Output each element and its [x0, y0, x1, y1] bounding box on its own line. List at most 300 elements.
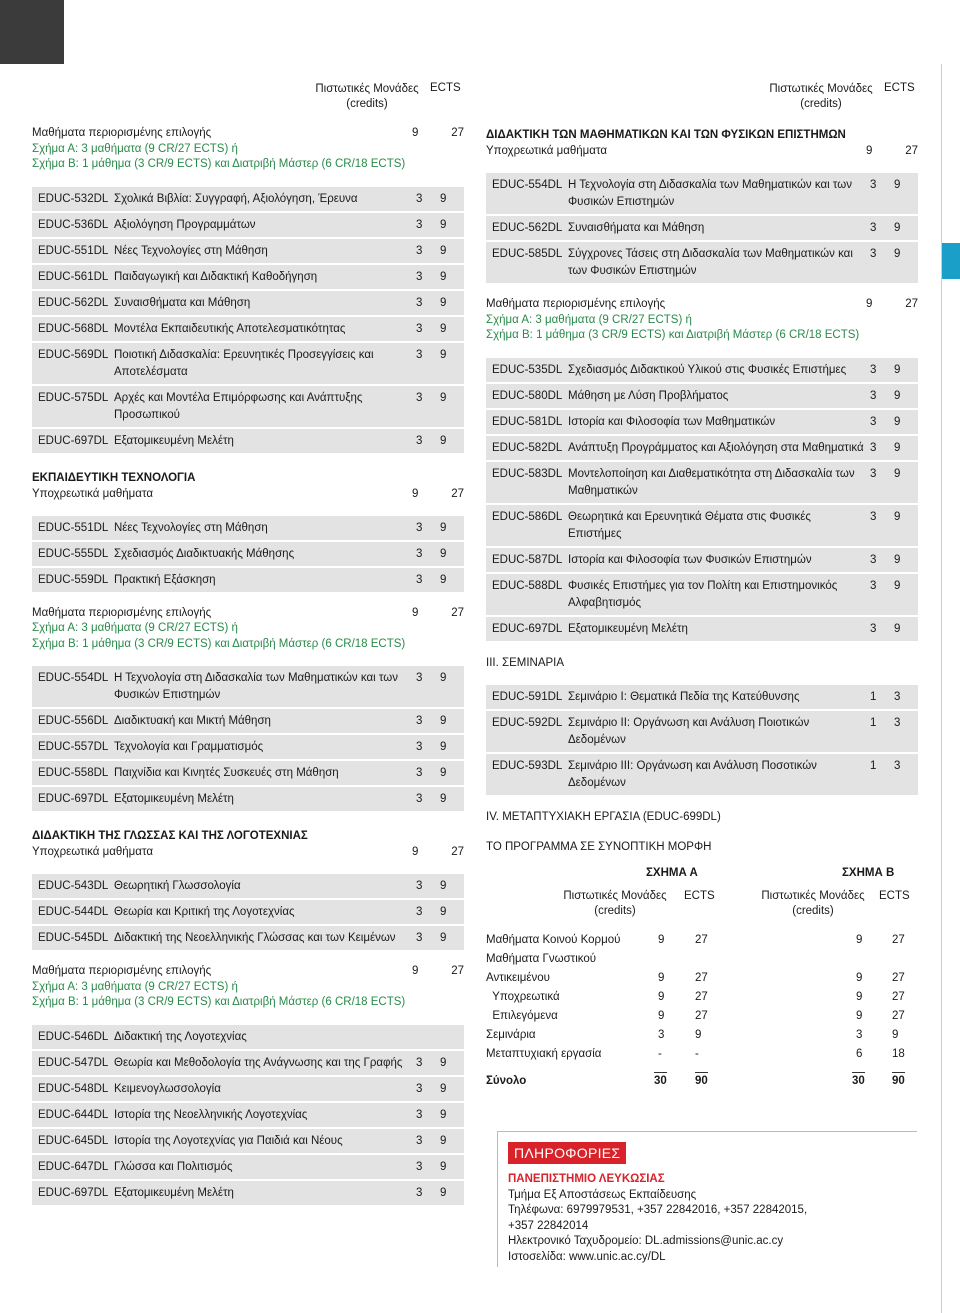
course-ects: 9 [440, 786, 464, 812]
course-title: Εξατομικευμένη Μελέτη [114, 428, 416, 454]
summary-a-ects: 27 [695, 971, 708, 984]
section-title: ΔΙΔΑΚΤΙΚΗ ΤΩΝ ΜΑΘΗΜΑΤΙΚΩΝ ΚΑΙ ΤΩΝ ΦΥΣΙΚΩΝ ΕΠΙΣΤΗΜΩΝ [486, 129, 846, 141]
required-cr: 9 [412, 846, 419, 858]
info-body [508, 1172, 807, 1265]
summary-a-ects: 27 [695, 933, 708, 946]
course-row [32, 1154, 464, 1180]
elective-cr: 9 [412, 965, 419, 977]
summary-b-ects: 27 [892, 971, 905, 984]
course-code: EDUC-545DL [32, 925, 114, 951]
summary-b-cr: 3 [856, 1028, 863, 1041]
course-title: Ποιοτική Διδασκαλία: Ερευνητικές Προσεγγίσεις και Αποτελέσματα [114, 342, 416, 385]
course-row [32, 428, 464, 454]
course-code: EDUC-554DL [32, 666, 114, 708]
course-code: EDUC-559DL [32, 567, 114, 593]
course-ects: 9 [440, 734, 464, 760]
section-title: ΔΙΔΑΚΤΙΚΗ ΤΗΣ ΓΛΩΣΣΑΣ ΚΑΙ ΤΗΣ ΛΟΓΟΤΕΧΝΙΑΣ [32, 830, 308, 842]
summary-b-cr: 9 [856, 990, 863, 1003]
summary-a-ects: - [695, 1047, 699, 1060]
course-ects: 9 [440, 925, 464, 951]
course-credits: 3 [416, 666, 440, 708]
course-code: EDUC-647DL [32, 1154, 114, 1180]
course-credits: 3 [416, 874, 440, 899]
course-row [32, 238, 464, 264]
course-code: EDUC-697DL [32, 1180, 114, 1206]
course-table [32, 187, 464, 455]
course-row [32, 385, 464, 428]
thesis-heading: IV. ΜΕΤΑΠΤΥΧΙΑΚΗ ΕΡΓΑΣΙΑ (EDUC-699DL) [486, 810, 721, 823]
summary-heading: ΤΟ ΠΡΟΓΡΑΜΜΑ ΣΕ ΣΥΝΟΠΤΙΚΗ ΜΟΡΦΗ [486, 840, 712, 853]
website-line[interactable]: Ιστοσελίδα: www.unic.ac.cy/DL [508, 1250, 666, 1263]
elective-ects: 27 [451, 606, 464, 619]
course-row [32, 342, 464, 385]
summary-b-cr: 9 [856, 933, 863, 946]
option-b: Σχήμα Β: 1 μάθημα (3 CR/9 ECTS) και Διατριβή Μάστερ (6 CR/18 ECTS) [32, 158, 406, 170]
elective-cr: 9 [412, 127, 419, 139]
course-code: EDUC-547DL [32, 1050, 114, 1076]
course-code: EDUC-556DL [32, 708, 114, 734]
course-title: Σεμινάριο ΙΙ: Οργάνωση και Ανάλυση Ποιοτικών Δεδομένων [568, 710, 870, 753]
course-code: EDUC-557DL [32, 734, 114, 760]
course-ects: 9 [894, 573, 918, 616]
course-title: Ιστορία της Λογοτεχνίας για Παιδιά και Νέους [114, 1128, 416, 1154]
course-credits: 3 [416, 567, 440, 593]
course-ects: 9 [440, 238, 464, 264]
course-credits: 3 [870, 358, 894, 383]
summary-label: Μαθήματα Κοινού Κορμού [486, 933, 621, 946]
side-tab[interactable] [942, 243, 960, 279]
course-ects: 9 [440, 385, 464, 428]
corner-block [0, 0, 64, 64]
option-a: Σχήμα Α: 3 μαθήματα (9 CR/27 ECTS) ή [32, 980, 238, 993]
total-a-ects: 90 [695, 1072, 708, 1090]
course-credits: 3 [416, 342, 440, 385]
course-credits: 3 [416, 1102, 440, 1128]
summary-row [486, 969, 918, 988]
summary-row [486, 931, 918, 950]
course-table [486, 173, 918, 285]
elective-block [32, 964, 464, 1011]
email-line[interactable]: Ηλεκτρονικό Ταχυδρομείο: DL.admissions@unic.ac.cy [508, 1235, 784, 1247]
course-title: Μάθηση με Λύση Προβλήματος [568, 383, 870, 409]
course-ects: 9 [894, 409, 918, 435]
summary-a-cr: - [658, 1047, 662, 1060]
info-tag: ΠΛΗΡΟΦΟΡΙΕΣ [508, 1142, 626, 1164]
course-ects: 9 [440, 187, 464, 212]
course-code: EDUC-544DL [32, 899, 114, 925]
ects-label: ECTS [884, 82, 915, 94]
course-row [32, 1025, 464, 1050]
right-column [486, 80, 918, 1091]
required-ects: 27 [451, 846, 464, 858]
elective-cr: 9 [412, 606, 419, 619]
column-header [486, 80, 918, 116]
elective-ects: 27 [451, 127, 464, 139]
course-title: Πρακτική Εξάσκηση [114, 567, 416, 593]
summary-label: Επιλεγόμενα [486, 1009, 558, 1022]
course-title: Εξατομικευμένη Μελέτη [114, 786, 416, 812]
summary-a-ects: 9 [695, 1028, 702, 1041]
course-ects: 9 [894, 504, 918, 547]
course-row [32, 925, 464, 951]
course-ects: 9 [440, 342, 464, 385]
credits-label: Πιστωτικές Μονάδες [769, 83, 873, 95]
course-code: EDUC-561DL [32, 264, 114, 290]
summary-a-ects: 27 [695, 990, 708, 1003]
column-header [32, 80, 464, 116]
course-title: Αξιολόγηση Προγραμμάτων [114, 212, 416, 238]
course-title: Διαδικτυακή και Μικτή Μάθηση [114, 708, 416, 734]
course-row [32, 708, 464, 734]
elective-ects: 27 [905, 298, 918, 310]
course-code: EDUC-562DL [32, 290, 114, 316]
course-code: EDUC-551DL [32, 238, 114, 264]
option-a: Σχήμα Α: 3 μαθήματα (9 CR/27 ECTS) ή [32, 142, 238, 155]
course-code: EDUC-586DL [486, 504, 568, 547]
course-row [486, 504, 918, 547]
course-ects: 9 [440, 1180, 464, 1206]
course-title: Νέες Τεχνολογίες στη Μάθηση [114, 516, 416, 541]
course-ects: 9 [440, 760, 464, 786]
course-code: EDUC-588DL [486, 573, 568, 616]
course-title: Διδακτική της Λογοτεχνίας [114, 1025, 416, 1050]
course-ects: 9 [894, 435, 918, 461]
total-b-cr: 30 [852, 1072, 865, 1090]
course-ects: 9 [440, 1128, 464, 1154]
credits-sub: (credits) [346, 98, 388, 110]
course-credits: 3 [416, 1180, 440, 1206]
course-title: Μοντελοποίηση και Διαθεματικότητα στη Διδασκαλία των Μαθηματικών [568, 461, 870, 504]
summary-label: Σεμινάρια [486, 1028, 536, 1041]
summary-a-cr: 9 [658, 971, 665, 984]
course-code: EDUC-543DL [32, 874, 114, 899]
course-credits: 3 [870, 215, 894, 241]
summary-a-cr: 9 [658, 990, 665, 1003]
summary-row [486, 988, 918, 1007]
course-title: Σχολικά Βιβλία: Συγγραφή, Αξιολόγηση, Έρευνα [114, 187, 416, 212]
course-credits: 3 [870, 547, 894, 573]
course-code: EDUC-592DL [486, 710, 568, 753]
course-ects: 9 [440, 1154, 464, 1180]
course-table [32, 666, 464, 813]
summary-row [486, 950, 918, 969]
course-row [486, 358, 918, 383]
course-row [486, 685, 918, 710]
course-ects: 9 [440, 212, 464, 238]
course-row [32, 264, 464, 290]
course-code: EDUC-591DL [486, 685, 568, 710]
summary-rows [486, 931, 918, 1064]
summary-row [486, 1007, 918, 1026]
course-code: EDUC-575DL [32, 385, 114, 428]
required-label: Υποχρεωτικά μαθήματα [32, 846, 153, 858]
course-ects: 9 [894, 383, 918, 409]
course-credits: 3 [870, 504, 894, 547]
summary-b-cr: 6 [856, 1047, 863, 1060]
required-ects: 27 [451, 487, 464, 500]
course-credits: 3 [416, 316, 440, 342]
course-title: Ιστορία και Φιλοσοφία των Μαθηματικών [568, 409, 870, 435]
summary-total-row [486, 1072, 918, 1091]
course-ects: 3 [894, 685, 918, 710]
option-a: Σχήμα Α: 3 μαθήματα (9 CR/27 ECTS) ή [486, 313, 692, 326]
summary-b-ects: 18 [892, 1047, 905, 1060]
course-title: Θεωρία και Κριτική της Λογοτεχνίας [114, 899, 416, 925]
course-row [486, 409, 918, 435]
course-code: EDUC-568DL [32, 316, 114, 342]
course-credits [416, 1025, 440, 1050]
course-row [486, 753, 918, 796]
course-title: Τεχνολογία και Γραμματισμός [114, 734, 416, 760]
course-row [32, 760, 464, 786]
course-ects: 9 [894, 241, 918, 284]
seminar-table [486, 685, 918, 797]
course-title: Σχεδιασμός Διδακτικού Υλικού στις Φυσικές Επιστήμες [568, 358, 870, 383]
course-ects: 9 [440, 708, 464, 734]
course-code: EDUC-558DL [32, 760, 114, 786]
course-code: EDUC-551DL [32, 516, 114, 541]
summary-b-cr: 9 [856, 971, 863, 984]
course-row [32, 1076, 464, 1102]
course-code: EDUC-562DL [486, 215, 568, 241]
course-credits: 3 [416, 541, 440, 567]
course-code: EDUC-645DL [32, 1128, 114, 1154]
course-ects: 9 [440, 264, 464, 290]
course-title: Ανάπτυξη Προγράμματος και Αξιολόγηση στα Μαθηματικά [568, 435, 870, 461]
course-code: EDUC-532DL [32, 187, 114, 212]
course-title: Θεωρητικά και Ερευνητικά Θέματα στις Φυσικές Επιστήμες [568, 504, 870, 547]
elective-title: Μαθήματα περιορισμένης επιλογής [32, 606, 212, 619]
course-row [486, 573, 918, 616]
course-title: Θεωρία και Μεθοδολογία της Ανάγνωσης και της Γραφής [114, 1050, 416, 1076]
course-code: EDUC-697DL [32, 786, 114, 812]
course-ects: 9 [440, 899, 464, 925]
course-row [486, 461, 918, 504]
summary-a-cr: 3 [658, 1028, 665, 1041]
course-table [32, 874, 464, 952]
course-title: Κειμενογλωσσολογία [114, 1076, 416, 1102]
required-ects: 27 [905, 145, 918, 157]
course-credits: 3 [870, 616, 894, 642]
course-ects: 9 [894, 616, 918, 642]
scheme-a-credits: Πιστωτικές Μονάδες (credits) [563, 889, 667, 917]
scheme-a-label: ΣΧΗΜΑ Α [646, 866, 698, 879]
course-row [32, 316, 464, 342]
course-title: Γλώσσα και Πολιτισμός [114, 1154, 416, 1180]
course-credits: 3 [870, 461, 894, 504]
option-a: Σχήμα Α: 3 μαθήματα (9 CR/27 ECTS) ή [32, 622, 238, 634]
option-b: Σχήμα Β: 1 μάθημα (3 CR/9 ECTS) και Διατριβή Μάστερ (6 CR/18 ECTS) [32, 996, 406, 1008]
course-row [486, 710, 918, 753]
course-credits: 3 [416, 290, 440, 316]
course-ects [440, 1025, 464, 1050]
course-credits: 3 [870, 435, 894, 461]
course-code: EDUC-697DL [32, 428, 114, 454]
course-code: EDUC-583DL [486, 461, 568, 504]
course-ects: 9 [440, 1050, 464, 1076]
course-row [486, 547, 918, 573]
required-cr: 9 [866, 145, 873, 157]
course-credits: 3 [416, 1076, 440, 1102]
course-title: Η Τεχνολογία στη Διδασκαλία των Μαθηματικών και των Φυσικών Επιστημών [114, 666, 416, 708]
elective-ects: 27 [451, 965, 464, 977]
course-title: Σχεδιασμός Διαδικτυακής Μάθησης [114, 541, 416, 567]
summary-label: Μαθήματα Γνωστικού [486, 952, 597, 965]
course-credits: 3 [416, 899, 440, 925]
university-name: ΠΑΝΕΠΙΣΤΗΜΙΟ ΛΕΥΚΩΣΙΑΣ [508, 1173, 665, 1185]
course-title: Νέες Τεχνολογίες στη Μάθηση [114, 238, 416, 264]
course-title: Ιστορία και Φιλοσοφία των Φυσικών Επιστημών [568, 547, 870, 573]
course-row [32, 1180, 464, 1206]
department: Τμήμα Εξ Αποστάσεως Εκπαίδευσης [508, 1188, 697, 1201]
course-code: EDUC-555DL [32, 541, 114, 567]
course-credits: 3 [416, 786, 440, 812]
phone-line-1: Τηλέφωνα: 6979979531, +357 22842016, +357 22842015, [508, 1204, 808, 1216]
elective-title: Μαθήματα περιορισμένης επιλογής [32, 965, 212, 977]
course-ects: 9 [440, 666, 464, 708]
option-b: Σχήμα Β: 1 μάθημα (3 CR/9 ECTS) και Διατριβή Μάστερ (6 CR/18 ECTS) [32, 637, 406, 650]
summary-b-ects: 9 [892, 1028, 899, 1041]
course-row [32, 786, 464, 812]
scheme-a-ects: ECTS [684, 889, 715, 902]
course-title: Αρχές και Μοντέλα Επιμόρφωσης και Ανάπτυξης Προσωπικού [114, 385, 416, 428]
course-row [32, 734, 464, 760]
course-title: Παιδαγωγική και Διδακτική Καθοδήγηση [114, 264, 416, 290]
course-credits: 1 [870, 685, 894, 710]
summary-b-ects: 27 [892, 990, 905, 1003]
course-title: Συναισθήματα και Μάθηση [568, 215, 870, 241]
required-cr: 9 [412, 487, 419, 500]
course-ects: 9 [440, 1076, 464, 1102]
course-row [486, 173, 918, 215]
course-ects: 9 [440, 1102, 464, 1128]
credits-sub: (credits) [800, 98, 842, 110]
info-box [497, 1131, 917, 1267]
course-ects: 9 [894, 547, 918, 573]
scheme-b-credits: Πιστωτικές Μονάδες (credits) [761, 889, 865, 917]
course-code: EDUC-587DL [486, 547, 568, 573]
left-column [32, 80, 464, 1219]
total-a-cr: 30 [654, 1072, 667, 1090]
course-code: EDUC-554DL [486, 173, 568, 215]
course-ects: 9 [894, 461, 918, 504]
course-code: EDUC-536DL [32, 212, 114, 238]
course-title: Η Τεχνολογία στη Διδασκαλία των Μαθηματικών και των Φυσικών Επιστημών [568, 173, 870, 215]
summary-a-cr: 9 [658, 933, 665, 946]
course-credits: 3 [416, 1154, 440, 1180]
summary-row [486, 1045, 918, 1064]
course-credits: 3 [870, 383, 894, 409]
course-table [32, 516, 464, 594]
course-row [32, 666, 464, 708]
course-row [32, 212, 464, 238]
course-row [32, 1050, 464, 1076]
elective-block [486, 297, 918, 344]
course-row [32, 1102, 464, 1128]
course-code: EDUC-581DL [486, 409, 568, 435]
course-credits: 3 [416, 187, 440, 212]
total-label: Σύνολο [486, 1074, 527, 1087]
course-credits: 3 [416, 1050, 440, 1076]
course-title: Σεμινάριο Ι: Θεματικά Πεδία της Κατεύθυνσης [568, 685, 870, 710]
course-row [486, 383, 918, 409]
course-code: EDUC-580DL [486, 383, 568, 409]
summary-label: Υποχρεωτικά [486, 990, 560, 1003]
credits-label: Πιστωτικές Μονάδες [315, 83, 419, 95]
course-ects: 9 [440, 290, 464, 316]
ects-label: ECTS [430, 82, 461, 94]
course-credits: 3 [416, 516, 440, 541]
course-ects: 9 [440, 516, 464, 541]
summary-b-ects: 27 [892, 1009, 905, 1022]
course-code: EDUC-585DL [486, 241, 568, 284]
total-b-ects: 90 [892, 1072, 905, 1090]
summary-a-ects: 27 [695, 1009, 708, 1022]
summary-label: Μεταπτυχιακή εργασία [486, 1047, 602, 1060]
course-credits: 3 [416, 212, 440, 238]
course-code: EDUC-697DL [486, 616, 568, 642]
course-code: EDUC-535DL [486, 358, 568, 383]
course-ects: 9 [440, 567, 464, 593]
course-title: Θεωρητική Γλωσσολογία [114, 874, 416, 899]
course-credits: 3 [416, 428, 440, 454]
course-row [486, 215, 918, 241]
course-ects: 9 [894, 173, 918, 215]
summary-b-cr: 9 [856, 1009, 863, 1022]
elective-block [32, 606, 464, 653]
course-title: Εξατομικευμένη Μελέτη [568, 616, 870, 642]
course-row [32, 187, 464, 212]
course-row [32, 541, 464, 567]
course-title: Μοντέλα Εκπαιδευτικής Αποτελεσματικότητας [114, 316, 416, 342]
course-ects: 9 [440, 316, 464, 342]
course-code: EDUC-593DL [486, 753, 568, 796]
course-ects: 9 [440, 874, 464, 899]
course-row [32, 516, 464, 541]
course-row [486, 241, 918, 284]
course-row [32, 290, 464, 316]
scheme-b-label: ΣΧΗΜΑ Β [842, 866, 895, 879]
course-title: Ιστορία της Νεοελληνικής Λογοτεχνίας [114, 1102, 416, 1128]
course-code: EDUC-548DL [32, 1076, 114, 1102]
course-credits: 3 [416, 708, 440, 734]
course-credits: 3 [416, 760, 440, 786]
course-title: Συναισθήματα και Μάθηση [114, 290, 416, 316]
section-title: ΕΚΠΑΙΔΕΥΤΙΚΗ ΤΕΧΝΟΛΟΓΙΑ [32, 471, 196, 484]
course-ects: 3 [894, 710, 918, 753]
course-credits: 3 [870, 241, 894, 284]
elective-cr: 9 [866, 298, 873, 310]
course-credits: 3 [416, 385, 440, 428]
elective-title: Μαθήματα περιορισμένης επιλογής [486, 298, 666, 310]
course-title: Φυσικές Επιστήμες για τον Πολίτη και Επιστημονικός Αλφαβητισμός [568, 573, 870, 616]
phone-line-2: +357 22842014 [508, 1219, 589, 1232]
course-credits: 3 [870, 573, 894, 616]
course-row [486, 616, 918, 642]
course-table [486, 358, 918, 643]
course-code: EDUC-644DL [32, 1102, 114, 1128]
course-credits: 3 [416, 264, 440, 290]
course-credits: 1 [870, 710, 894, 753]
course-ects: 9 [440, 428, 464, 454]
course-credits: 3 [870, 173, 894, 215]
course-credits: 3 [416, 734, 440, 760]
summary-label: Αντικειμένου [486, 971, 550, 984]
course-credits: 3 [870, 409, 894, 435]
elective-block [32, 126, 464, 173]
course-row [32, 899, 464, 925]
course-ects: 9 [894, 215, 918, 241]
